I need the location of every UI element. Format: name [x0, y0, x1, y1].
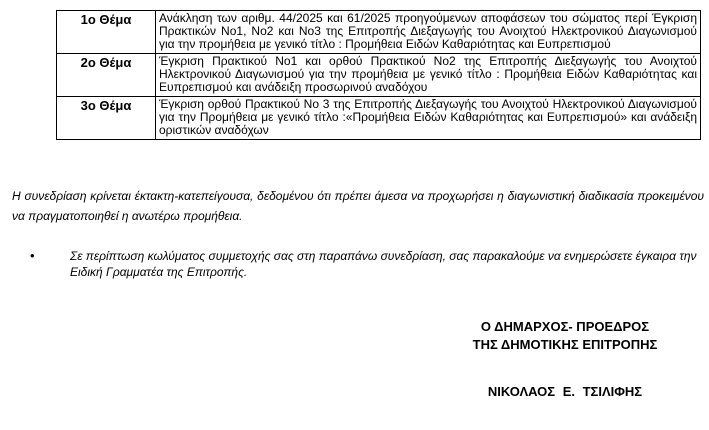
- agenda-table: [56, 10, 701, 140]
- agenda-item-description: Έγκριση ορθού Πρακτικού Νο 3 της Επιτροπής Διεξαγωγής του Ανοιχτού Ηλεκτρονικού Διαγωνισμού για την Προμήθεια με γενικό τίτλο :«Προμήθεια Ειδών Καθαριότητας και Ευπρεπισμού» και ανάδειξη οριστικών αναδόχων: [156, 97, 701, 140]
- agenda-item-description: Έγκριση Πρακτικού Νο1 και ορθού Πρακτικού Νο2 της Επιτροπής Διεξαγωγής του Ανοιχτού Ηλεκτρονικού Διαγωνισμού για την προμήθεια με γενικό τίτλο : Προμήθεια Ειδών Καθαριότητας και Ευπρεπισμού και ανάδειξη προσωρινού αναδόχου: [156, 54, 701, 97]
- signature-title-line: Ο ΔΗΜΑΡΧΟΣ- ΠΡΟΕΔΡΟΣ: [480, 319, 650, 334]
- agenda-item-number: 3ο Θέμα: [57, 97, 156, 140]
- agenda-item-number: 1ο Θέμα: [57, 11, 156, 54]
- agenda-row: [57, 97, 701, 140]
- bullet-icon: •: [30, 248, 35, 263]
- bullet-text: Σε περίπτωση κωλύματος συμμετοχής σας στη παραπάνω συνεδρίαση, σας παρακαλούμε να ενημερώσετε έγκαιρα την Ειδική Γραμματέα της Επιτροπής.: [70, 249, 697, 279]
- signatory-name: ΝΙΚΟΛΑΟΣ Ε. ΤΣΙΛΙΦΗΣ: [487, 384, 643, 399]
- agenda-item-description: Ανάκληση των αριθμ. 44/2025 και 61/2025 προηγούμενων αποφάσεων του σώματος περί Έγκριση Πρακτικών Νο1, Νο2 και Νο3 της Επιτροπής Διεξαγωγής του Ανοιχτού Ηλεκτρονικού Διαγωνισμού για την προμήθεια με γενικό τίτλο : Προμήθεια Ειδών Καθαριότητας και Ευπρεπισμού: [156, 11, 701, 54]
- agenda-item-number: 2ο Θέμα: [57, 54, 156, 97]
- signature-title-line: ΤΗΣ ΔΗΜΟΤΙΚΗΣ ΕΠΙΤΡΟΠΗΣ: [472, 337, 658, 352]
- urgency-note: Η συνεδρίαση κρίνεται έκτακτη-κατεπείγουσα, δεδομένου ότι πρέπει άμεσα να προχωρήσει η διαγωνιστική διαδικασία προκειμένου να πραγματοποιηθεί η ανωτέρω προμήθεια.: [12, 189, 704, 223]
- signature-title: [420, 318, 709, 354]
- agenda-row: [57, 54, 701, 97]
- agenda-row: [57, 11, 701, 54]
